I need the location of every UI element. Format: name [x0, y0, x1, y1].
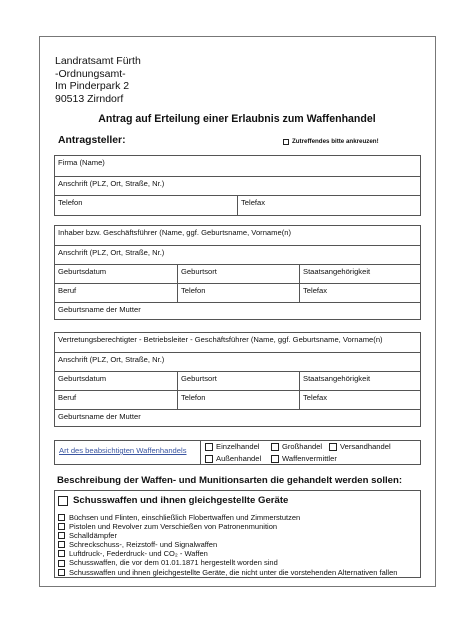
- field-label: Staatsangehörigkeit: [303, 374, 371, 383]
- checkbox-icon[interactable]: [329, 443, 337, 451]
- field-label: Geburtsort: [181, 374, 217, 383]
- checkbox-icon[interactable]: [58, 496, 68, 506]
- company-name-field[interactable]: [55, 156, 420, 176]
- weapons-heading: Schusswaffen und ihnen gleichgestellte Geräte: [73, 495, 289, 506]
- owner-job-row: [55, 283, 420, 302]
- weapon-option[interactable]: [58, 540, 397, 549]
- weapon-option-label: Schreckschuss-, Reizstoff- und Signalwaffen: [69, 540, 218, 550]
- rep-nationality-field[interactable]: [299, 372, 420, 390]
- option-label: Außenhandel: [216, 454, 262, 463]
- option-label: Einzelhandel: [216, 442, 260, 451]
- field-label: Geburtsort: [181, 267, 217, 276]
- rep-job-field[interactable]: [55, 391, 177, 409]
- rep-job-row: [55, 390, 420, 409]
- weapons-section: [54, 490, 421, 578]
- weapon-option[interactable]: [58, 568, 397, 577]
- rep-address-field[interactable]: [55, 353, 420, 371]
- field-label: Telefax: [303, 286, 328, 295]
- owner-birthdate-field[interactable]: [55, 265, 177, 283]
- owner-address-field[interactable]: [55, 246, 420, 264]
- weapon-option[interactable]: [58, 522, 397, 531]
- divider: [200, 441, 201, 464]
- company-section: [54, 155, 421, 216]
- field-label: Anschrift (PLZ, Ort, Straße, Nr.): [58, 355, 165, 364]
- field-label: Geburtsname der Mutter: [58, 305, 141, 314]
- option-versandhandel[interactable]: [329, 442, 391, 451]
- company-address-field[interactable]: [55, 177, 420, 195]
- owner-mother-row: [55, 302, 420, 321]
- rep-name-row: [55, 333, 420, 352]
- checkbox-icon: [283, 139, 289, 145]
- checkbox-icon[interactable]: [58, 560, 65, 567]
- option-label: Versandhandel: [340, 442, 391, 451]
- description-heading: Beschreibung der Waffen- und Munitionsarten die gehandelt werden sollen:: [57, 475, 403, 486]
- field-label: Telefax: [303, 393, 328, 402]
- rep-mother-row: [55, 409, 420, 428]
- trade-type-label: Art des beabsichtigten Waffenhandels: [59, 446, 187, 455]
- weapon-option[interactable]: [58, 531, 397, 540]
- weapon-option-label: Pistolen und Revolver zum Verschießen von Patronenmunition: [69, 522, 278, 532]
- option-einzelhandel[interactable]: [205, 442, 260, 451]
- field-label: Vertretungsberechtigter - Betriebsleiter - Geschäftsführer (Name, ggf. Geburtsname, Vorname(n): [58, 335, 383, 344]
- owner-name-row: [55, 226, 420, 245]
- weapon-option-label: Schalldämpfer: [69, 531, 117, 541]
- option-waffenvermittler[interactable]: [271, 454, 337, 463]
- checkbox-icon[interactable]: [205, 455, 213, 463]
- field-label: Telefon: [58, 198, 83, 207]
- field-label: Telefon: [181, 286, 206, 295]
- option-label: Großhandel: [282, 442, 323, 451]
- field-label: Telefax: [241, 198, 266, 207]
- rep-phone-field[interactable]: [177, 391, 299, 409]
- owner-birth-row: [55, 264, 420, 283]
- owner-birthplace-field[interactable]: [177, 265, 299, 283]
- rep-mother-name-field[interactable]: [55, 410, 420, 428]
- checkbox-icon[interactable]: [58, 532, 65, 539]
- company-fax-field[interactable]: [237, 196, 420, 215]
- field-label: Geburtsdatum: [58, 267, 107, 276]
- owner-phone-field[interactable]: [177, 284, 299, 302]
- checkbox-icon[interactable]: [271, 455, 279, 463]
- checkbox-icon[interactable]: [58, 541, 65, 548]
- tick-note-text: Zutreffendes bitte ankreuzen!: [292, 138, 379, 145]
- field-label: Geburtsdatum: [58, 374, 107, 383]
- address-line: Landratsamt Fürth: [55, 55, 141, 67]
- company-contact-row: [55, 195, 420, 215]
- rep-birth-row: [55, 371, 420, 390]
- address-line: -Ordnungsamt-: [55, 67, 126, 80]
- rep-fax-field[interactable]: [299, 391, 420, 409]
- field-label: Anschrift (PLZ, Ort, Straße, Nr.): [58, 248, 165, 257]
- weapon-option-label: Büchsen und Flinten, einschließlich Flobertwaffen und Zimmerstutzen: [69, 513, 301, 522]
- rep-name-field[interactable]: [55, 333, 420, 352]
- field-label: Staatsangehörigkeit: [303, 267, 371, 276]
- representative-section: [54, 332, 421, 427]
- field-label: Inhaber bzw. Geschäftsführer (Name, ggf. Geburtsname, Vorname(n): [58, 228, 291, 237]
- field-label: Beruf: [58, 393, 77, 402]
- weapon-option[interactable]: [58, 513, 397, 522]
- weapon-option[interactable]: [58, 549, 397, 558]
- owner-job-field[interactable]: [55, 284, 177, 302]
- weapon-option-label: Luftdruck-, Federdruck- und CO₂ - Waffen: [69, 549, 208, 559]
- address-line: 90513 Zirndorf: [55, 92, 124, 105]
- rep-address-row: [55, 352, 420, 371]
- option-aussenhandel[interactable]: [205, 454, 261, 463]
- rep-birthdate-field[interactable]: [55, 372, 177, 390]
- checkbox-icon[interactable]: [58, 550, 65, 557]
- checkbox-icon[interactable]: [58, 569, 65, 576]
- owner-nationality-field[interactable]: [299, 265, 420, 283]
- owner-fax-field[interactable]: [299, 284, 420, 302]
- field-label: Geburtsname der Mutter: [58, 412, 141, 421]
- owner-mother-name-field[interactable]: [55, 303, 420, 321]
- field-label: Telefon: [181, 393, 206, 402]
- field-label: Firma (Name): [58, 158, 105, 167]
- option-label: Waffenvermittler: [282, 454, 337, 463]
- weapon-option-label: Schusswaffen, die vor dem 01.01.1871 hergestellt worden sind: [69, 558, 278, 568]
- checkbox-icon[interactable]: [271, 443, 279, 451]
- weapon-option-label: Schusswaffen und ihnen gleichgestellte Geräte, die nicht unter die vorstehenden Alternativen fallen: [69, 567, 398, 577]
- checkbox-icon[interactable]: [205, 443, 213, 451]
- company-name-row: [55, 156, 420, 176]
- weapons-list: [58, 513, 397, 577]
- checkbox-icon[interactable]: [58, 514, 65, 521]
- field-label: Anschrift (PLZ, Ort, Straße, Nr.): [58, 179, 165, 188]
- owner-name-field[interactable]: [55, 226, 420, 245]
- weapons-heading-row[interactable]: [58, 495, 288, 506]
- company-phone-field[interactable]: [55, 196, 237, 215]
- address-line: Im Pinderpark 2: [55, 80, 130, 92]
- checkbox-icon[interactable]: [58, 523, 65, 530]
- tick-note: [283, 138, 379, 145]
- owner-address-row: [55, 245, 420, 264]
- rep-birthplace-field[interactable]: [177, 372, 299, 390]
- company-address-row: [55, 176, 420, 195]
- authority-address: [55, 55, 141, 105]
- field-label: Beruf: [58, 286, 77, 295]
- option-grosshandel[interactable]: [271, 442, 322, 451]
- form-title: Antrag auf Erteilung einer Erlaubnis zum Waffenhandel: [98, 113, 376, 125]
- weapon-option[interactable]: [58, 558, 397, 567]
- applicant-heading: Antragsteller:: [58, 135, 126, 146]
- owner-section: [54, 225, 421, 320]
- trade-type-section: [54, 440, 421, 465]
